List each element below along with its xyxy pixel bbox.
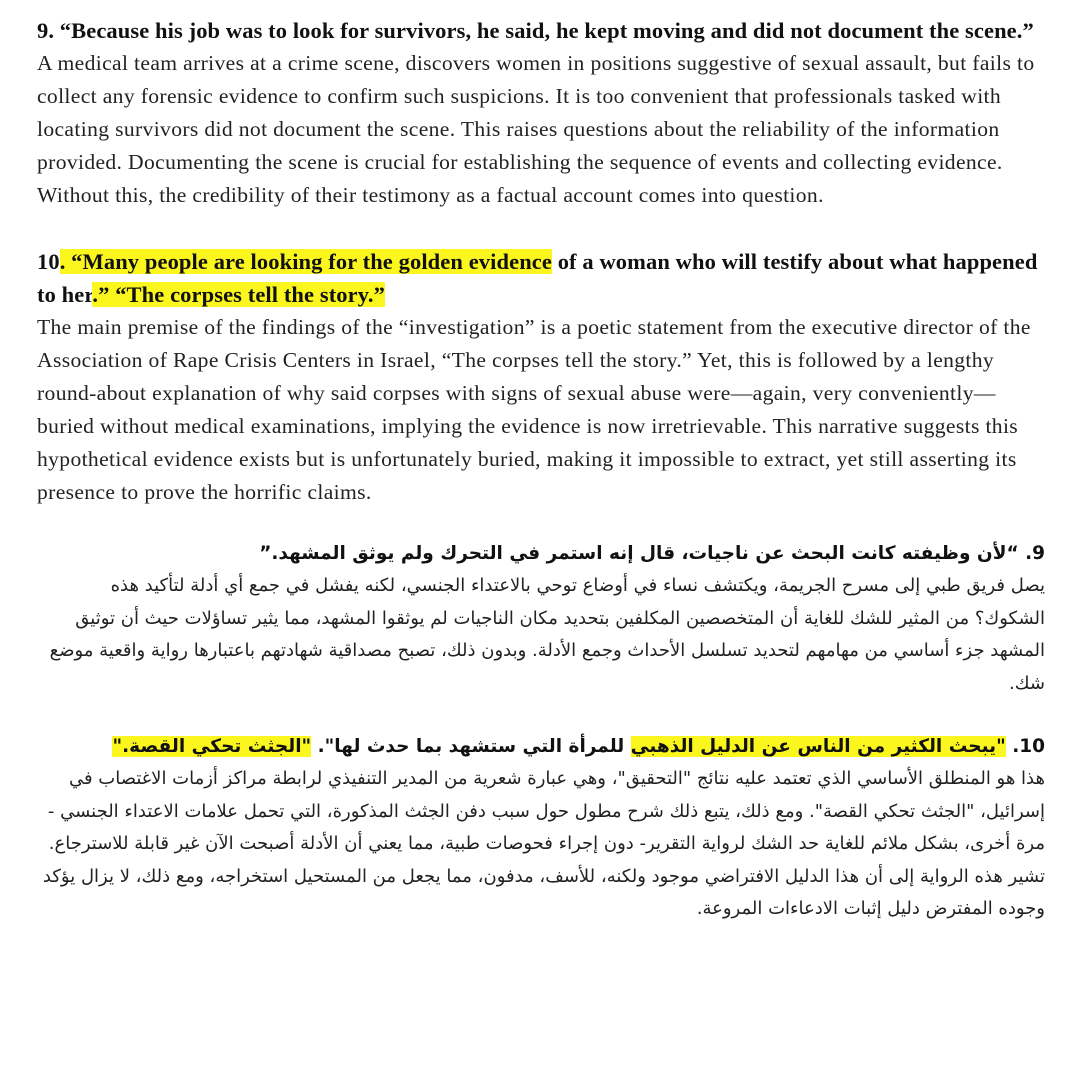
- arabic-item-10-body-2: تشير هذه الرواية إلى أن هذا الدليل الافتراضي موجود ولكنه، للأسف، مدفون، مما يجعل من المستحيل استخراجه، ومع ذلك، لا يزال يؤكد وجوده المفترض دليل إثبات الادعاءات المروعة.: [42, 865, 1045, 919]
- section-spacer: [37, 212, 1047, 245]
- arabic-item-10-heading: [37, 730, 1045, 763]
- highlighted-quote-corpses: .” “The corpses tell the story.”: [92, 282, 385, 307]
- arabic-highlighted-quote-golden-evidence: "يبحث الكثير من الناس عن الدليل الذهبي: [630, 736, 1006, 757]
- item-9-heading: 9. “Because his job was to look for survivors, he said, he kept moving and did not document the scene.”: [37, 18, 1034, 43]
- section-spacer: [37, 509, 1047, 537]
- arabic-item-9-heading: 9. “لأن وظيفته كانت البحث عن ناجيات، قال إنه استمر في التحرك ولم يوثق المشهد.”: [259, 543, 1045, 564]
- arabic-item-10-heading-plain: للمرأة التي ستشهد بما حدث لها".: [311, 736, 631, 757]
- item-10-heading-plain: of a woman who will testify about what happened to her: [37, 249, 1038, 307]
- arabic-item-9: [37, 537, 1045, 700]
- highlighted-quote-golden-evidence: . “Many people are looking for the golden evidence: [59, 249, 552, 274]
- arabic-item-10-number: 10.: [1005, 736, 1045, 757]
- arabic-item-10-body-1: هذا هو المنطلق الأساسي الذي تعتمد عليه نتائج "التحقيق"، وهي عبارة شعرية من المدير التنفيذي لرابطة مراكز أزمات الاغتصاب في إسرائيل، "الجثث تحكي القصة". ومع ذلك، يتبع ذلك شرح مطول حول سبب دفن الجثث المذكورة، التي تحمل علامات الاعتداء الجنسي - مرة أخرى، بشكل ملائم للغاية حد الشك لرواية التقرير- دون إجراء فحوصات طبية، مما يعني أن الأدلة أصبحت الآن غير قابلة للاسترجاع.: [47, 768, 1045, 854]
- arabic-item-10: [37, 730, 1045, 926]
- english-item-9: [37, 14, 1047, 212]
- item-9-body: A medical team arrives at a crime scene, discovers women in positions suggestive of sexual assault, but fails to collect any forensic evidence to confirm such suspicions. It is too convenient that professionals tasked with locating survivors did not document the scene. This raises questions about the reliability of the information provided. Documenting the scene is crucial for establishing the sequence of events and collecting evidence. Without this, the credibility of their testimony as a factual account comes into question.: [37, 51, 1035, 207]
- english-item-10: [37, 245, 1047, 509]
- item-10-body: The main premise of the findings of the “investigation” is a poetic statement from the executive director of the Association of Rape Crisis Centers in Israel, “The corpses tell the story.” Yet, this is followed by a lengthy round-about explanation of why said corpses with signs of sexual abuse were—again, very conveniently— buried without medical examinations, implying the evidence is now irretrievable. This narrative suggests this hypothetical evidence exists but is unfortunately buried, making it impossible to extract, yet still asserting its presence to prove the horrific claims.: [37, 315, 1031, 504]
- section-spacer: [37, 700, 1047, 730]
- arabic-item-9-body: يصل فريق طبي إلى مسرح الجريمة، ويكتشف نساء في أوضاع توحي بالاعتداء الجنسي، لكنه يفشل في جمع أي أدلة لتأكيد هذه الشكوك؟ من المثير للشك للغاية أن المتخصصين المكلفين بتحديد مكان الناجيات لم يوثقوا المشهد، مما يثير تساؤلات حيث أن توثيق المشهد جزء أساسي من مهامهم لتحديد تسلسل الأحداث وجمع الأدلة. وبدون ذلك، تصبح مصداقية شهادتهم باعتبارها رواية واقعية موضع شك.: [49, 575, 1045, 694]
- item-10-heading: [37, 245, 1047, 311]
- document-page: [37, 14, 1047, 926]
- item-10-number: 10: [37, 249, 60, 274]
- arabic-highlighted-quote-corpses: "الجثث تحكي القصة.": [112, 736, 312, 757]
